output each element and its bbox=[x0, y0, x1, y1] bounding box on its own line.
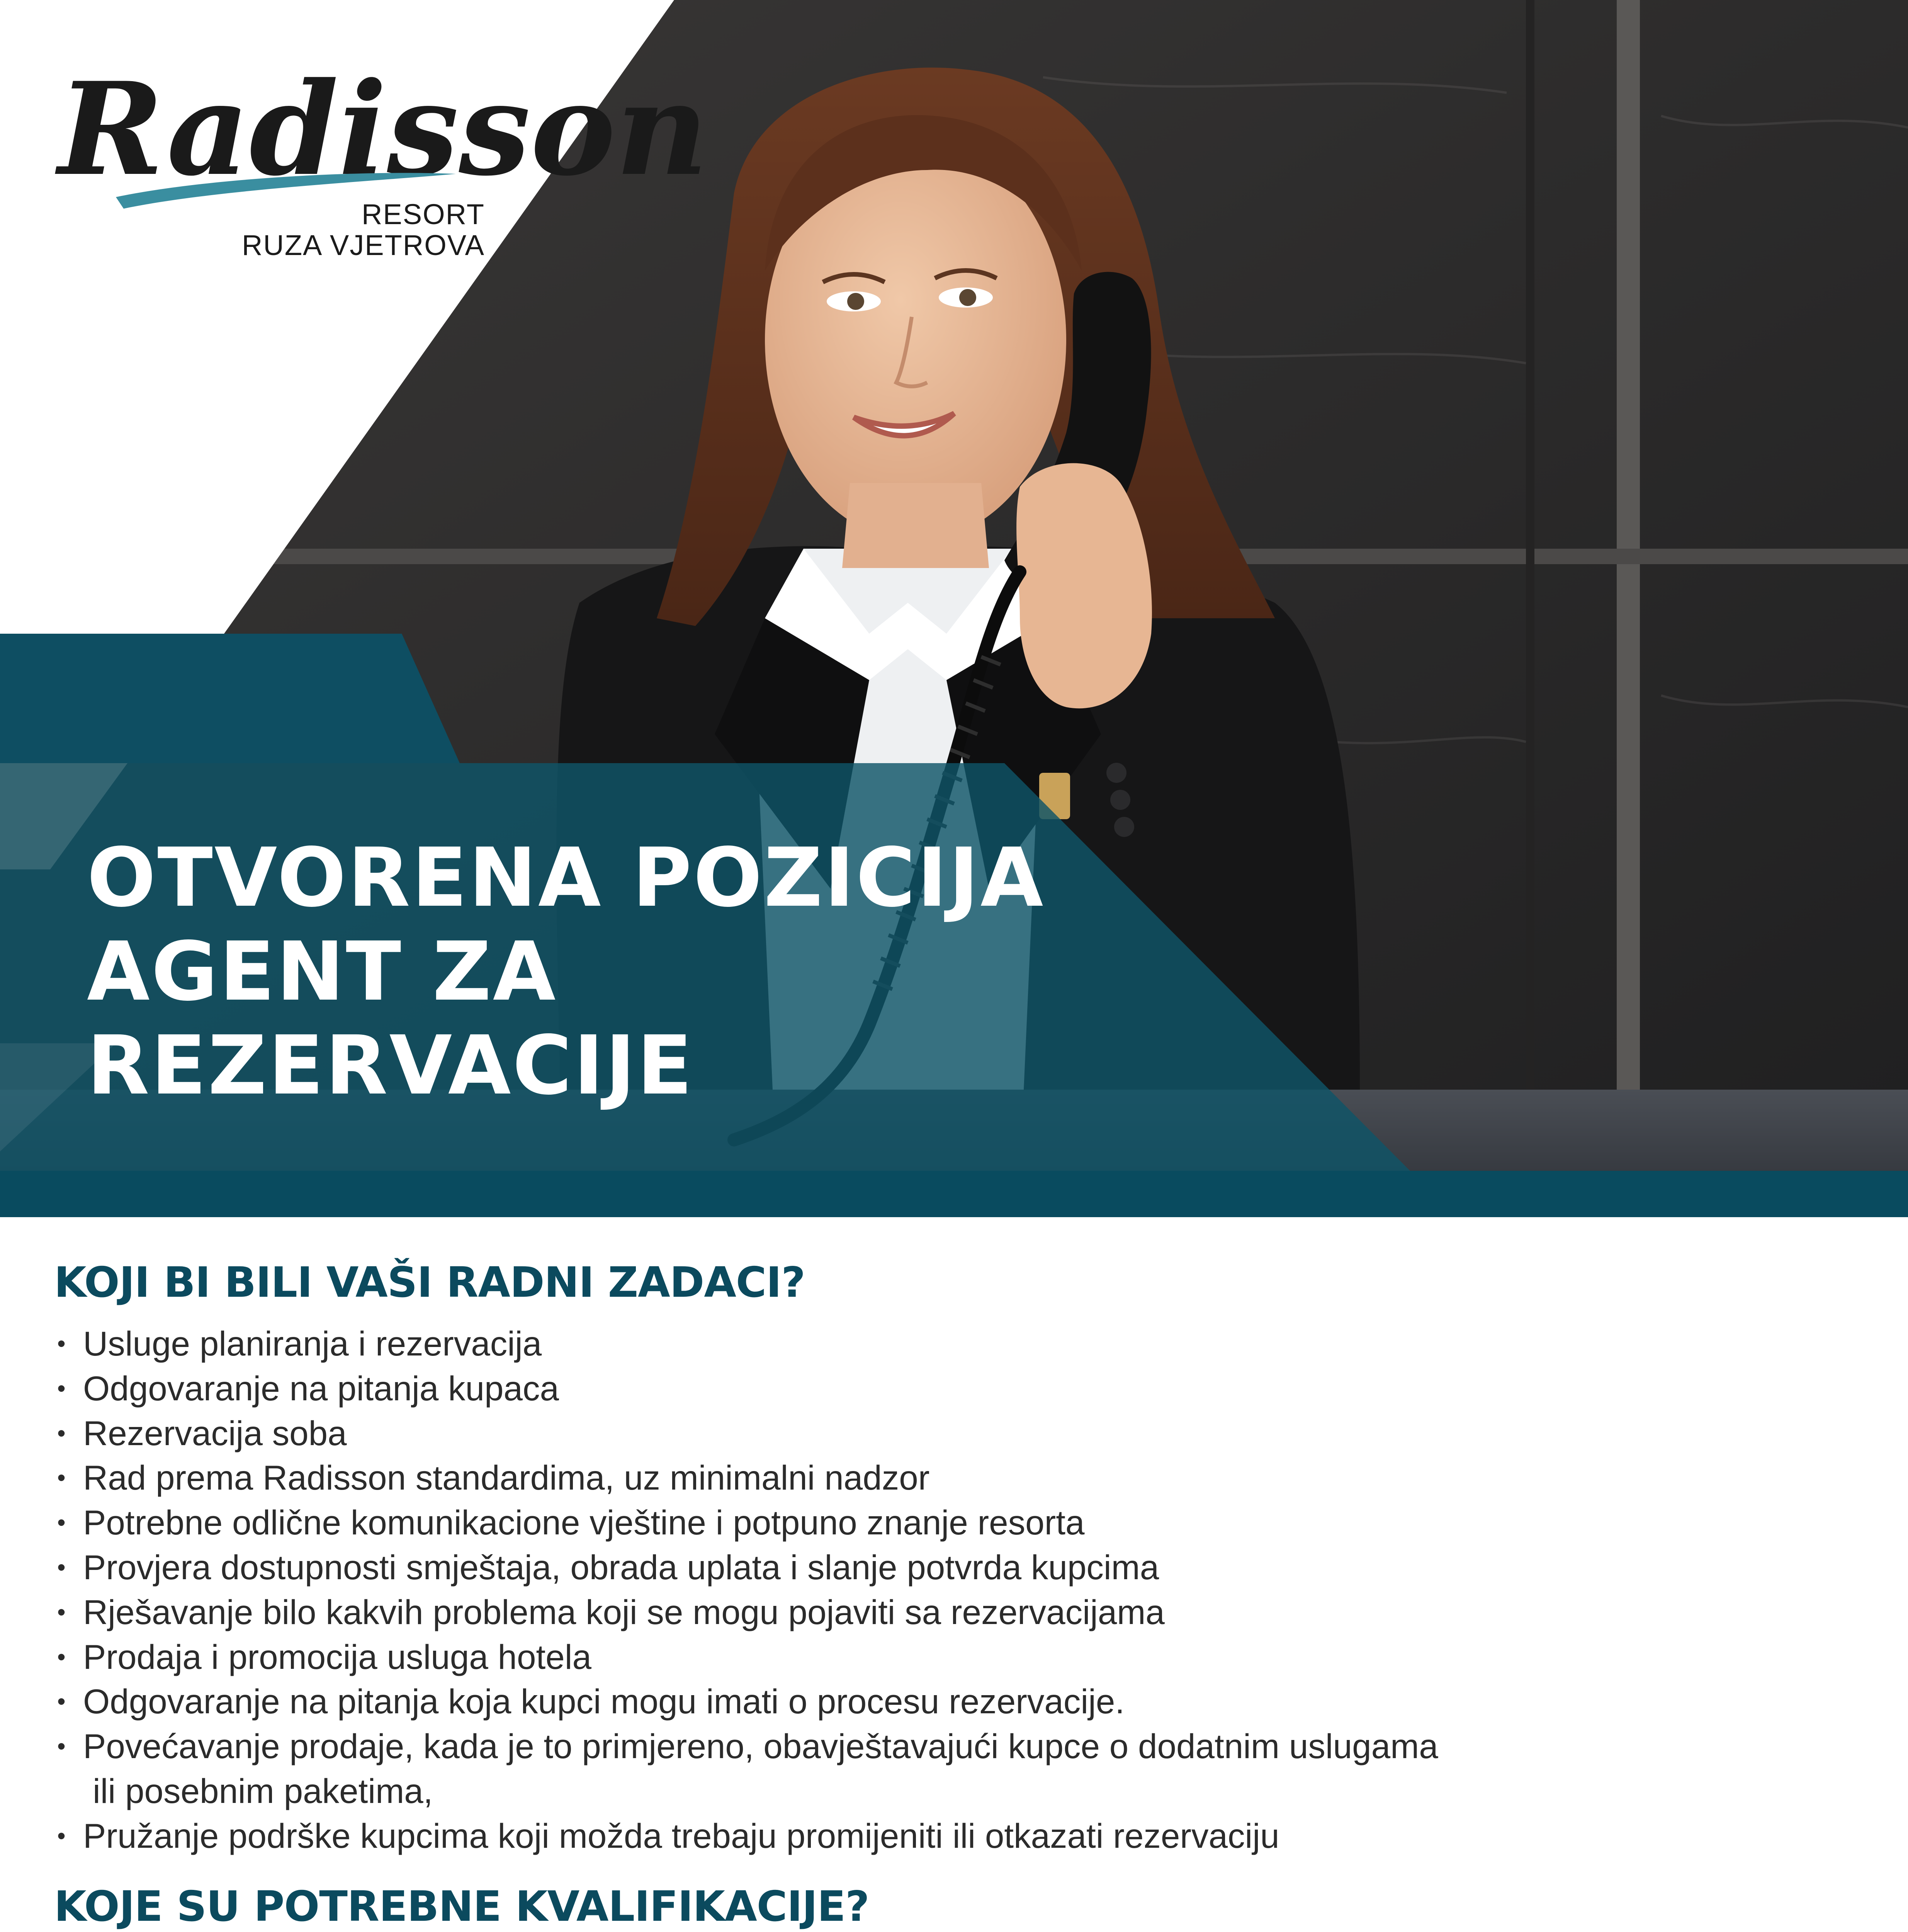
list-item: • Povećavanje prodaje, kada je to primjereno, obavještavajući kupce o dodatnim uslugama bbox=[54, 1724, 1438, 1769]
list-item: • Odgovaranje na pitanja koja kupci mogu imati o procesu rezervacije. bbox=[54, 1679, 1438, 1724]
list-item: • Rješavanje bilo kakvih problema koji se mogu pojaviti sa rezervacijama bbox=[54, 1590, 1438, 1635]
list-item: • Odgovaranje na pitanja kupaca bbox=[54, 1366, 1438, 1411]
radisson-logo bbox=[54, 54, 708, 267]
list-item-continuation: ili posebnim paketima, bbox=[93, 1771, 433, 1810]
logo-line-name: RUZA VJETROVA bbox=[241, 229, 485, 261]
hero-title-line: OTVORENA POZICIJA bbox=[87, 830, 1045, 925]
list-item: • Rezervacija soba bbox=[54, 1411, 1438, 1456]
logo-line-resort: RESORT bbox=[361, 198, 485, 230]
duties-list bbox=[54, 1321, 1438, 1859]
list-item: • Potrebne odlične komunikacione vještine i potpuno znanje resorta bbox=[54, 1500, 1438, 1545]
hero-title-line: AGENT ZA bbox=[87, 924, 557, 1019]
list-item: • Pružanje podrške kupcima koji možda trebaju promijeniti ili otkazati rezervaciju bbox=[54, 1814, 1438, 1859]
list-item: • Prodaja i promocija usluga hotela bbox=[54, 1635, 1438, 1680]
list-item: • Provjera dostupnosti smještaja, obrada uplata i slanje potvrda kupcima bbox=[54, 1545, 1438, 1590]
section-heading-duties: KOJI BI BILI VAŠI RADNI ZADACI? bbox=[54, 1259, 805, 1307]
list-item: • Usluge planiranja i rezervacija bbox=[54, 1321, 1438, 1366]
hero-title-line: REZERVACIJE bbox=[87, 1018, 694, 1113]
hero-title bbox=[87, 831, 1045, 1112]
logo-brand-text: Radisson bbox=[58, 54, 708, 204]
list-item: • Rad prema Radisson standardima, uz minimalni nadzor bbox=[54, 1456, 1438, 1500]
section-heading-qualifications: KOJE SU POTREBNE KVALIFIKACIJE? bbox=[54, 1883, 869, 1931]
